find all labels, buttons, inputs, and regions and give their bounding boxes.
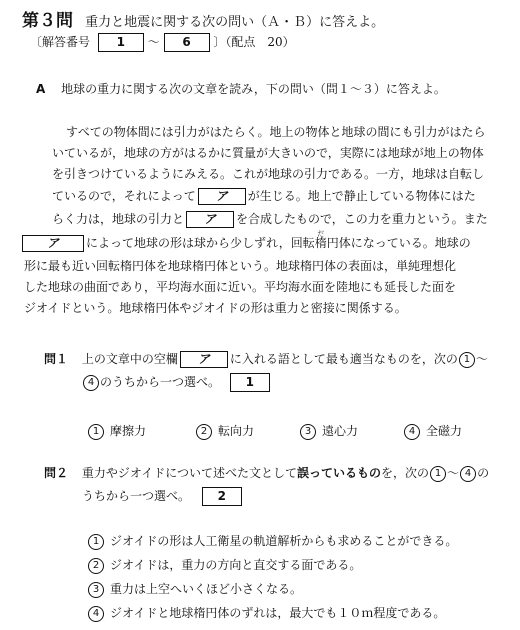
answer-tilde: 〜	[147, 35, 160, 49]
passage-line	[20, 230, 471, 253]
blank-a-box: ア	[180, 351, 228, 368]
option-text: ジオイドは，重力の方向と直交する面である。	[110, 558, 362, 572]
blank-a-box: ア	[198, 188, 246, 205]
circled-number: 3	[88, 582, 104, 598]
section-a-label: A	[36, 82, 46, 96]
option-text: 遠心力	[322, 424, 359, 438]
question-header	[22, 6, 384, 31]
circled-number: 4	[460, 466, 476, 482]
question-number: 第３問	[22, 11, 73, 31]
answer-number-from: 1	[98, 33, 144, 52]
question-2-text: うちから一つ選べ。	[82, 489, 191, 503]
question-2-answer-box: 2	[202, 487, 242, 506]
answer-number-to: 6	[164, 33, 210, 52]
question-2-label: 問２	[44, 466, 69, 480]
answer-label-close: 〕（配点 20）	[213, 35, 295, 49]
passage-text: ているので，それによって	[52, 189, 196, 203]
tilde: 〜	[475, 352, 488, 366]
circled-number: 4	[83, 375, 99, 391]
question-2-text: の	[477, 466, 490, 480]
ruby-base: 楕	[314, 236, 327, 250]
passage-line: いているが，地球の方がはるかに質量が大きいので，実際には地球が地上の物体	[52, 146, 484, 160]
passage-line	[52, 209, 488, 229]
circled-number: 1	[88, 424, 104, 440]
circled-number: 4	[404, 424, 420, 440]
passage-text: が生じる。地上で静止している物体にはた	[247, 189, 476, 203]
question-title: 重力と地震に関する次の問い（Ａ・Ｂ）に答えよ。	[85, 15, 385, 30]
passage-line: した地球の曲面であり，平均海水面に近い。平均海水面を陸地にも延長した面を	[24, 280, 457, 294]
passage-line	[52, 186, 476, 206]
question-1-options	[88, 422, 504, 440]
passage-text: を合成したもので，この力を重力という。また	[236, 212, 488, 226]
option-3	[300, 422, 404, 440]
option-text: 全磁力	[426, 424, 463, 438]
option-text: ジオイドと地球楕円体のずれは，最大でも１０ｍ程度である。	[110, 606, 446, 620]
question-1-line1	[44, 350, 488, 368]
option-text: 重力は上空へいくほど小さくなる。	[110, 582, 303, 596]
section-a-heading	[36, 80, 446, 97]
circled-number: 4	[88, 606, 104, 622]
passage-text: 円体になっている。地球の	[326, 236, 471, 250]
circled-number: 1	[459, 352, 475, 368]
circled-number: 2	[196, 424, 212, 440]
circled-number: 2	[88, 558, 104, 574]
passage-line: すべての物体間には引力がはたらく。地上の物体と地球の間にも引力がはたら	[66, 125, 486, 139]
answer-range	[30, 33, 295, 52]
question-2-text: を，次の	[381, 466, 430, 480]
ruby-character	[314, 230, 327, 253]
option-4	[404, 422, 504, 440]
ruby-reading: だ	[317, 230, 325, 238]
option-text: 摩擦力	[110, 424, 147, 438]
question-2-option-2	[88, 556, 361, 574]
question-2-option-4	[88, 604, 445, 622]
passage-line: 形に最も近い回転楕円体を地球楕円体という。地球楕円体の表面は，単純理想化	[24, 259, 457, 273]
tilde: 〜	[447, 466, 460, 480]
question-1-label: 問１	[44, 352, 69, 366]
question-2-line2	[82, 487, 242, 506]
option-1	[88, 422, 196, 440]
question-1-text: に入れる語として最も適当なものを，次の	[229, 352, 458, 366]
answer-label-open: 〔解答番号	[30, 35, 91, 49]
option-text: ジオイドの形は人工衛星の軌道解析からも求めることができる。	[110, 534, 458, 548]
blank-a-box: ア	[186, 211, 234, 228]
question-2-emphasis: 誤っているもの	[297, 466, 382, 480]
option-2	[196, 422, 300, 440]
question-1-answer-box: 1	[230, 373, 270, 392]
section-a-intro: 地球の重力に関する次の文章を読み，下の問い（問１〜３）に答えよ。	[61, 82, 446, 96]
question-2-option-3	[88, 580, 302, 598]
passage-text: によって地球の形は球から少しずれ，回転	[86, 236, 315, 250]
blank-a-box: ア	[22, 235, 84, 252]
passage-line: ジオイドという。地球楕円体やジオイドの形は重力と密接に関係する。	[24, 301, 407, 315]
question-2-option-1	[88, 532, 457, 550]
question-2-text: 重力やジオイドについて述べた文として	[81, 466, 298, 480]
option-text: 転向力	[218, 424, 255, 438]
circled-number: 3	[300, 424, 316, 440]
passage-text: らく力は，地球の引力と	[52, 212, 185, 226]
passage-line: を引きつけているようにみえる。これが地球の引力である。一方，地球は自転し	[52, 167, 485, 181]
question-1-text: 上の文章中の空欄	[81, 352, 178, 366]
question-1-text: のうちから一つ選べ。	[100, 375, 221, 389]
question-2-line1	[44, 464, 489, 482]
question-1-line2	[82, 373, 270, 392]
circled-number: 1	[88, 534, 104, 550]
circled-number: 1	[430, 466, 446, 482]
